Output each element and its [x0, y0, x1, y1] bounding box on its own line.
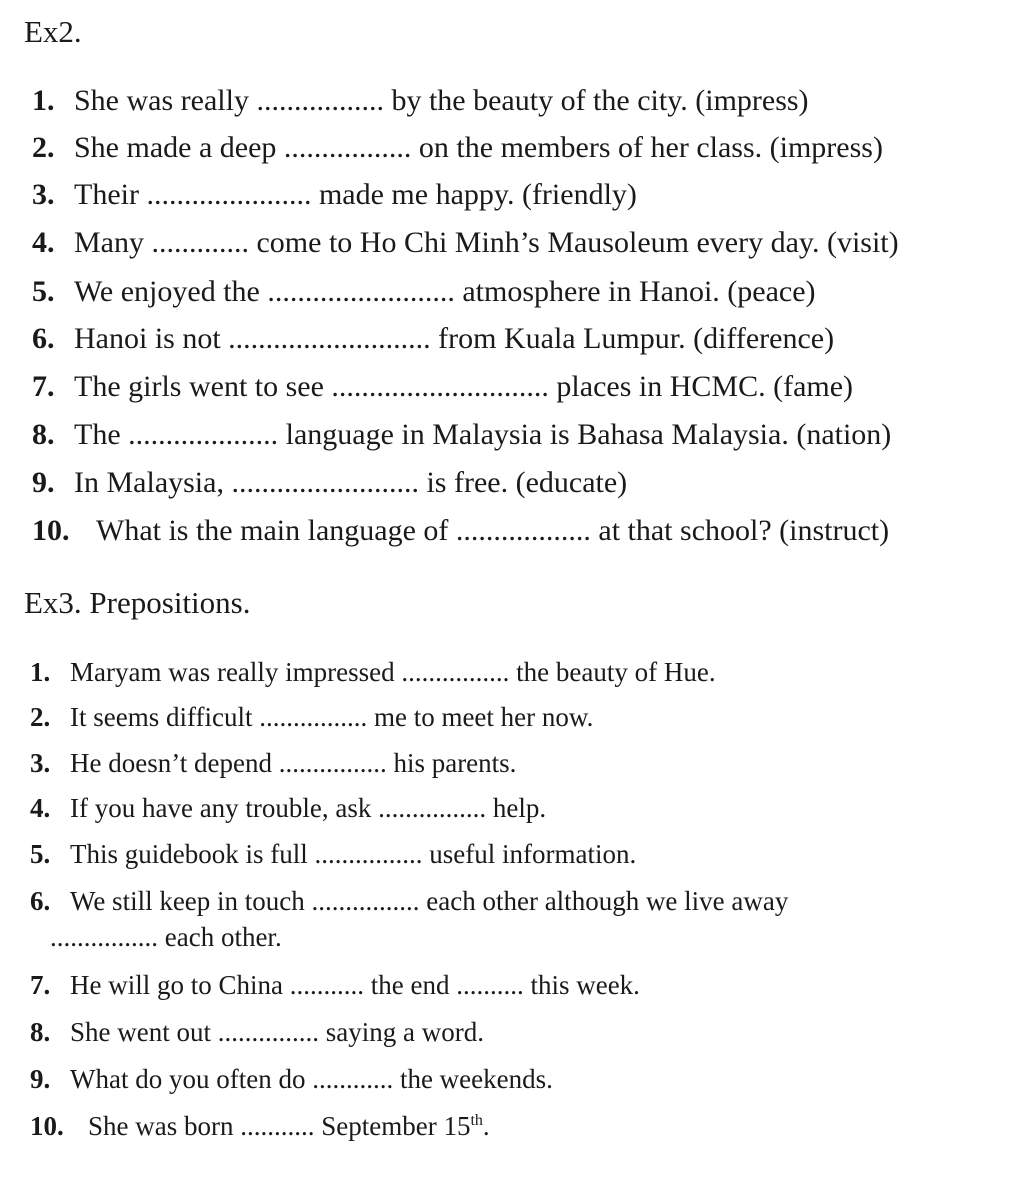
- item-number: 7.: [32, 370, 55, 403]
- item-text-end: .: [482, 1111, 490, 1141]
- item-text: We still keep in touch ................ each other although we live away: [70, 886, 789, 916]
- ex3-item-4: [30, 792, 980, 824]
- item-text: She went out ............... saying a word.: [70, 1017, 484, 1047]
- item-number: 6.: [32, 322, 55, 355]
- item-text: If you have any trouble, ask ................ help.: [70, 793, 547, 823]
- ex2-item-7: [32, 370, 853, 404]
- ex2-item-5: [32, 275, 816, 309]
- ex2-item-8: [32, 418, 891, 452]
- item-text: Their ...................... made me happy. (friendly): [74, 178, 637, 211]
- ex3-heading: Ex3. Prepositions.: [24, 585, 251, 620]
- item-text: He doesn’t depend ................ his parents.: [70, 748, 517, 778]
- ex2-item-2: [32, 131, 883, 165]
- item-number: 8.: [32, 418, 55, 451]
- item-text: The girls went to see ............................. places in HCMC. (fame): [74, 370, 854, 403]
- item-number: 8.: [30, 1017, 51, 1047]
- item-text: Many ............. come to Ho Chi Minh’s Mausoleum every day. (visit): [74, 226, 899, 259]
- item-text: She was born ........... September 15: [88, 1111, 471, 1141]
- item-number: 10.: [32, 514, 70, 547]
- ex3-item-6: [30, 885, 980, 953]
- item-number: 9.: [32, 466, 55, 499]
- item-number: 5.: [30, 839, 51, 869]
- item-number: 3.: [32, 178, 55, 211]
- ex3-item-8: [30, 1016, 980, 1048]
- item-text: The .................... language in Malaysia is Bahasa Malaysia. (nation): [74, 418, 892, 451]
- ex2-item-3: [32, 178, 637, 212]
- item-number: 10.: [30, 1111, 64, 1141]
- item-text: What do you often do ............ the weekends.: [70, 1064, 553, 1094]
- item-text: Maryam was really impressed ................ the beauty of Hue.: [70, 657, 716, 687]
- item-text: We enjoyed the ......................... atmosphere in Hanoi. (peace): [74, 275, 816, 308]
- item-number: 3.: [30, 748, 51, 778]
- item-number: 6.: [30, 886, 51, 916]
- item-continuation: ................ each other.: [50, 922, 282, 952]
- item-text: Hanoi is not ........................... from Kuala Lumpur. (difference): [74, 322, 835, 355]
- item-text: In Malaysia, ......................... is free. (educate): [74, 466, 628, 499]
- item-number: 2.: [32, 131, 55, 164]
- ex3-item-9: [30, 1063, 980, 1095]
- ex2-heading: Ex2.: [24, 14, 82, 49]
- item-text: She was really ................. by the beauty of the city. (impress): [74, 84, 809, 117]
- ex2-item-9: [32, 466, 627, 500]
- item-number: 9.: [30, 1064, 51, 1094]
- item-number: 2.: [30, 702, 51, 732]
- ex3-item-3: [30, 747, 980, 779]
- item-number: 4.: [30, 793, 51, 823]
- item-number: 7.: [30, 970, 51, 1000]
- ex2-item-1: [32, 84, 809, 118]
- item-text: What is the main language of .................. at that school? (instruct): [96, 514, 890, 547]
- item-number: 5.: [32, 275, 55, 308]
- item-text: It seems difficult ................ me to meet her now.: [70, 702, 594, 732]
- item-text: She made a deep ................. on the members of her class. (impress): [74, 131, 883, 164]
- ex3-item-7: [30, 969, 980, 1001]
- item-number: 1.: [32, 84, 55, 117]
- ex3-item-5: [30, 838, 980, 870]
- ex2-item-6: [32, 322, 834, 356]
- item-number: 1.: [30, 657, 51, 687]
- item-text: He will go to China ........... the end .......... this week.: [70, 970, 640, 1000]
- ex3-item-2: [30, 701, 980, 733]
- item-text: This guidebook is full ................ useful information.: [70, 839, 637, 869]
- ex3-item-1: [30, 656, 980, 688]
- ex3-item-10: [30, 1110, 980, 1142]
- ordinal-suffix: th: [470, 1112, 483, 1129]
- item-number: 4.: [32, 226, 55, 259]
- ex2-item-4: [32, 226, 899, 260]
- ex2-item-10: [32, 514, 889, 548]
